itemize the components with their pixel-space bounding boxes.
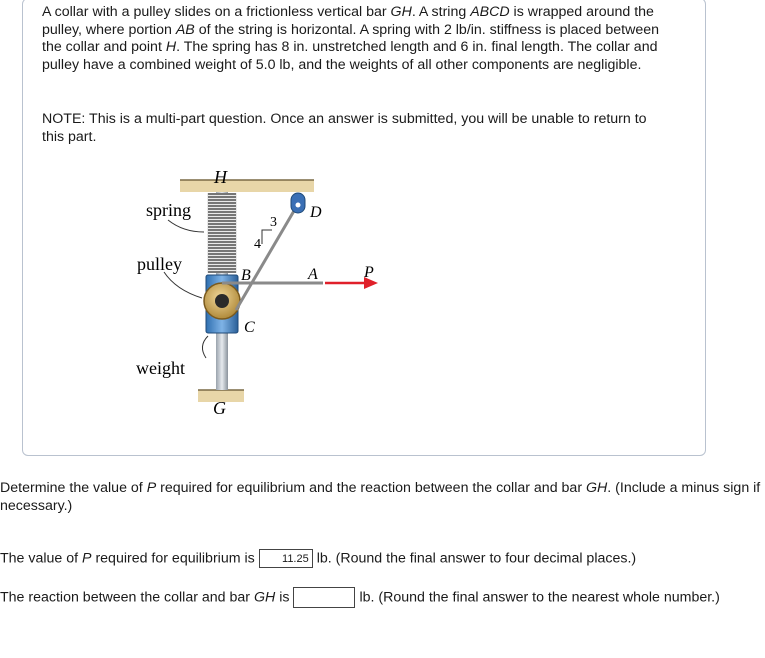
- answer-p-row: [0, 549, 636, 568]
- note-text: NOTE: This is a multi-part question. Once an answer is submitted, you will be unable to return to this part.: [42, 111, 647, 145]
- answer-p-symbol: P: [82, 550, 92, 567]
- answer-p-input[interactable]: 11.25: [259, 549, 313, 568]
- answer-reaction-row: [0, 587, 762, 608]
- question-part: Determine the value of: [0, 480, 147, 496]
- answer-label: is: [275, 589, 290, 606]
- label-a: A: [308, 266, 318, 283]
- spring-coil: [207, 193, 237, 273]
- slope-label-4: 4: [254, 237, 261, 252]
- string-cd: [236, 204, 298, 310]
- problem-text: is wrapped around the pulley, where portion: [42, 4, 654, 38]
- problem-text: . The spring has 8 in. unstretched length and 6 in. final length. The collar and pulley have a combined weight of 5.0 lb, and the weights of all other components are negligible.: [42, 39, 658, 73]
- answer-gh-symbol: GH: [253, 589, 276, 606]
- label-h: H: [214, 167, 227, 187]
- question-p: P: [146, 480, 157, 496]
- problem-figure: [128, 160, 398, 430]
- point-h-label: H: [165, 39, 177, 55]
- label-b: B: [241, 267, 251, 284]
- pulley-hub: [215, 294, 229, 308]
- problem-text: A collar with a pulley slides on a frictionless vertical bar: [42, 4, 391, 20]
- answer-label: The reaction between the collar and bar: [0, 589, 254, 606]
- answer-hint: lb. (Round the final answer to the nearest whole number.): [359, 589, 720, 606]
- label-c: C: [244, 319, 255, 336]
- problem-statement: [42, 4, 672, 74]
- bar-gh-label: GH: [390, 4, 412, 20]
- question-gh: GH: [585, 480, 608, 496]
- top-support: [180, 180, 314, 192]
- answer-label: required for equilibrium is: [91, 550, 255, 567]
- label-spring: spring: [146, 200, 191, 220]
- answer-hint: lb. (Round the final answer to four decimal places.): [316, 550, 637, 567]
- answer-reaction-input[interactable]: [293, 587, 355, 608]
- question-text: [0, 479, 762, 515]
- problem-text: of the string is horizontal. A spring with 2 lb/in. stiffness is placed between the collar and point: [42, 21, 659, 55]
- question-part: required for equilibrium and the reaction between the collar and bar: [156, 480, 586, 496]
- portion-ab-label: AB: [175, 21, 195, 38]
- label-weight: weight: [136, 358, 185, 378]
- question-part: . (Include a minus sign if necessary.): [0, 480, 761, 514]
- slope-label-3: 3: [270, 215, 277, 230]
- label-d: D: [310, 204, 322, 221]
- label-p: P: [364, 264, 374, 281]
- problem-text: . A string: [411, 4, 471, 20]
- label-pulley: pulley: [137, 254, 182, 274]
- answer-label: The value of: [0, 550, 83, 567]
- string-abcd-label: ABCD: [470, 4, 510, 20]
- label-g: G: [213, 398, 226, 418]
